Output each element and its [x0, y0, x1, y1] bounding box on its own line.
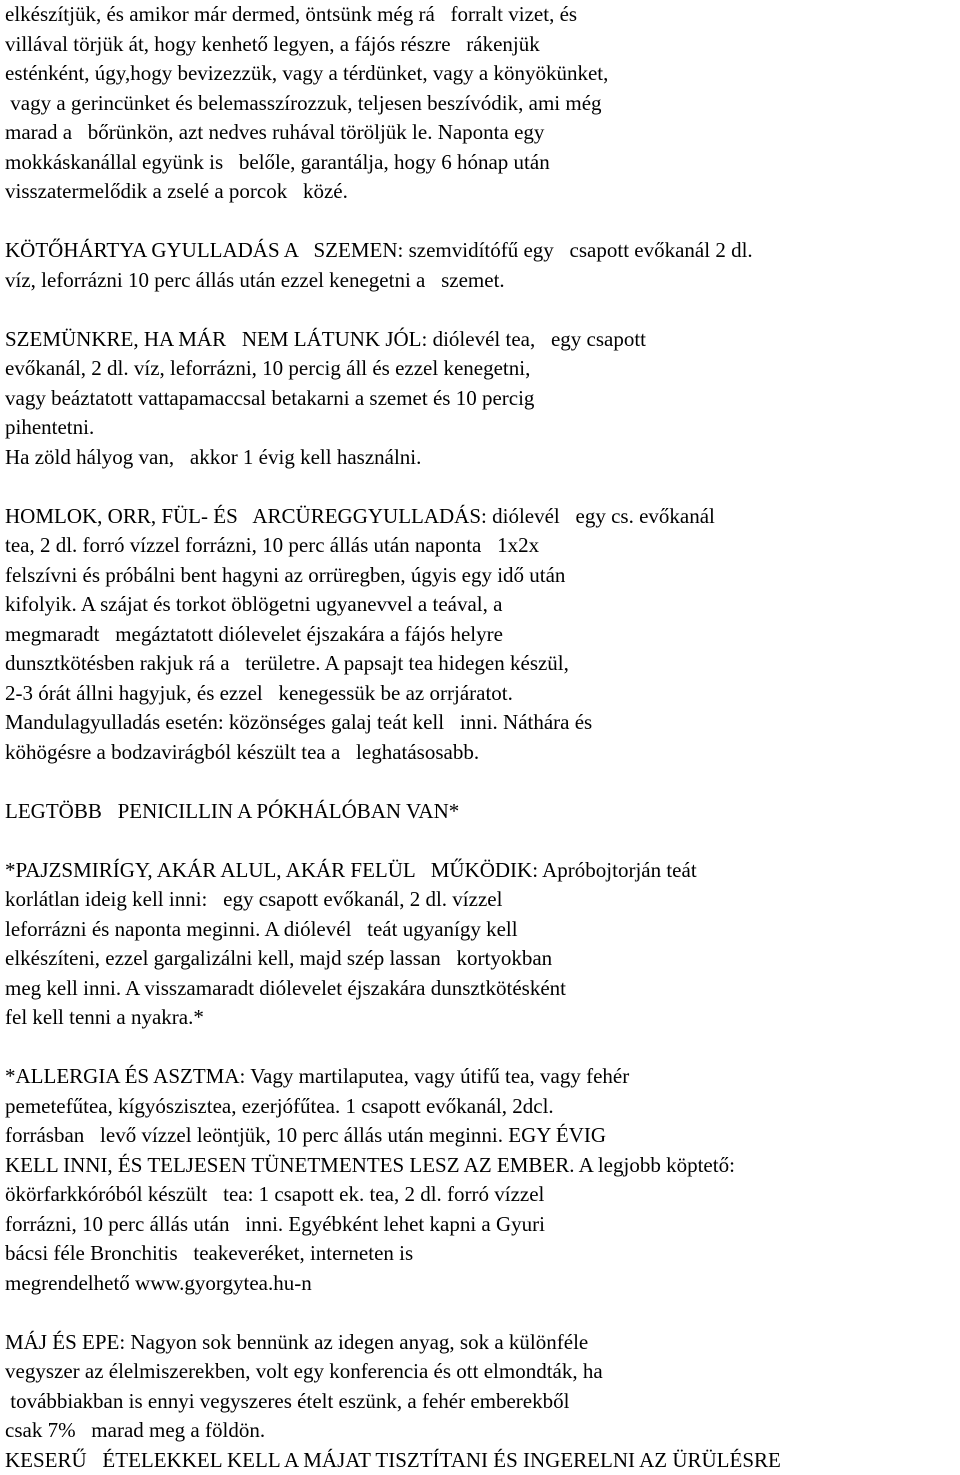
text-line: bácsi féle Bronchitis teakeveréket, interneten is: [5, 1239, 960, 1269]
text-line: korlátlan ideig kell inni: egy csapott evőkanál, 2 dl. vízzel: [5, 885, 960, 915]
text-line: dunsztkötésben rakjuk rá a területre. A papsajt tea hidegen készül,: [5, 649, 960, 679]
text-line: 2-3 órát állni hagyjuk, és ezzel kenegessük be az orrjáratot.: [5, 679, 960, 709]
text-line: továbbiakban is ennyi vegyszeres ételt eszünk, a fehér emberekből: [5, 1387, 960, 1417]
text-line: KELL INNI, ÉS TELJESEN TÜNETMENTES LESZ AZ EMBER. A legjobb köptető:: [5, 1151, 960, 1181]
text-line: leforrázni és naponta meginni. A diólevél teát ugyanígy kell: [5, 915, 960, 945]
paragraph-eyesight: [5, 325, 960, 473]
text-line: evőkanál, 2 dl. víz, leforrázni, 10 percig áll és ezzel kenegetni,: [5, 354, 960, 384]
text-line: elkészítjük, és amikor már dermed, öntsünk még rá forralt vizet, és: [5, 0, 960, 30]
text-line: visszatermelődik a zselé a porcok közé.: [5, 177, 960, 207]
text-line: tea, 2 dl. forró vízzel forrázni, 10 perc állás után naponta 1x2x: [5, 531, 960, 561]
text-line: forrásban levő vízzel leöntjük, 10 perc állás után meginni. EGY ÉVIG: [5, 1121, 960, 1151]
text-line: megmaradt megáztatott diólevelet éjszakára a fájós helyre: [5, 620, 960, 650]
text-line: KESERŰ ÉTELEKKEL KELL A MÁJAT TISZTÍTANI ÉS INGERELNI AZ ÜRÜLÉSRE: [5, 1446, 960, 1475]
paragraph-gap: [5, 1298, 960, 1328]
document-page: [5, 0, 960, 1475]
paragraph-gap: [5, 767, 960, 797]
text-line: vegyszer az élelmiszerekben, volt egy konferencia és ott elmondták, ha: [5, 1357, 960, 1387]
paragraph-gap: [5, 295, 960, 325]
paragraph-liver-bile: [5, 1328, 960, 1475]
text-line: meg kell inni. A visszamaradt diólevelet éjszakára dunsztkötésként: [5, 974, 960, 1004]
text-line: KÖTŐHÁRTYA GYULLADÁS A SZEMEN: szemvidítófű egy csapott evőkanál 2 dl.: [5, 236, 960, 266]
text-line: SZEMÜNKRE, HA MÁR NEM LÁTUNK JÓL: diólevél tea, egy csapott: [5, 325, 960, 355]
paragraph-gap: [5, 472, 960, 502]
text-line: villával törjük át, hogy kenhető legyen, a fájós részre rákenjük: [5, 30, 960, 60]
text-line: elkészíteni, ezzel gargalizálni kell, majd szép lassan kortyokban: [5, 944, 960, 974]
text-line: *ALLERGIA ÉS ASZTMA: Vagy martilaputea, vagy útifű tea, vagy fehér: [5, 1062, 960, 1092]
text-line: megrendelhető www.gyorgytea.hu-n: [5, 1269, 960, 1299]
text-line: MÁJ ÉS EPE: Nagyon sok bennünk az idegen anyag, sok a különféle: [5, 1328, 960, 1358]
paragraph-conjunctivitis: [5, 236, 960, 295]
paragraph-sinusitis: [5, 502, 960, 768]
text-line: Mandulagyulladás esetén: közönséges galaj teát kell inni. Náthára és: [5, 708, 960, 738]
paragraph-gap: [5, 1033, 960, 1063]
text-line: Ha zöld hályog van, akkor 1 évig kell használni.: [5, 443, 960, 473]
text-line: felszívni és próbálni bent hagyni az orrüregben, úgyis egy idő után: [5, 561, 960, 591]
paragraph-gap: [5, 207, 960, 237]
text-line: LEGTÖBB PENICILLIN A PÓKHÁLÓBAN VAN*: [5, 797, 960, 827]
text-line: esténként, úgy,hogy bevizezzük, vagy a térdünket, vagy a könyökünket,: [5, 59, 960, 89]
text-line: forrázni, 10 perc állás után inni. Egyébként lehet kapni a Gyuri: [5, 1210, 960, 1240]
paragraph-penicillin: [5, 797, 960, 827]
text-line: csak 7% marad meg a földön.: [5, 1416, 960, 1446]
text-line: köhögésre a bodzavirágból készült tea a leghatásosabb.: [5, 738, 960, 768]
text-line: vagy a gerincünket és belemasszírozzuk, teljesen beszívódik, ami még: [5, 89, 960, 119]
text-line: pihentetni.: [5, 413, 960, 443]
text-line: HOMLOK, ORR, FÜL- ÉS ARCÜREGGYULLADÁS: diólevél egy cs. evőkanál: [5, 502, 960, 532]
text-line: vagy beáztatott vattapamaccsal betakarni a szemet és 10 percig: [5, 384, 960, 414]
text-line: marad a bőrünkön, azt nedves ruhával töröljük le. Naponta egy: [5, 118, 960, 148]
paragraph-gap: [5, 826, 960, 856]
text-line: víz, leforrázni 10 perc állás után ezzel kenegetni a szemet.: [5, 266, 960, 296]
text-line: fel kell tenni a nyakra.*: [5, 1003, 960, 1033]
text-line: ökörfarkkóróból készült tea: 1 csapott ek. tea, 2 dl. forró vízzel: [5, 1180, 960, 1210]
text-line: kifolyik. A szájat és torkot öblögetni ugyanevvel a teával, a: [5, 590, 960, 620]
text-line: *PAJZSMIRÍGY, AKÁR ALUL, AKÁR FELÜL MŰKÖDIK: Apróbojtorján teát: [5, 856, 960, 886]
text-line: mokkáskanállal együnk is belőle, garantálja, hogy 6 hónap után: [5, 148, 960, 178]
paragraph-joint-paste: [5, 0, 960, 207]
paragraph-allergy-asthma: [5, 1062, 960, 1298]
paragraph-thyroid: [5, 856, 960, 1033]
text-line: pemetefűtea, kígyószisztea, ezerjófűtea. 1 csapott evőkanál, 2dcl.: [5, 1092, 960, 1122]
